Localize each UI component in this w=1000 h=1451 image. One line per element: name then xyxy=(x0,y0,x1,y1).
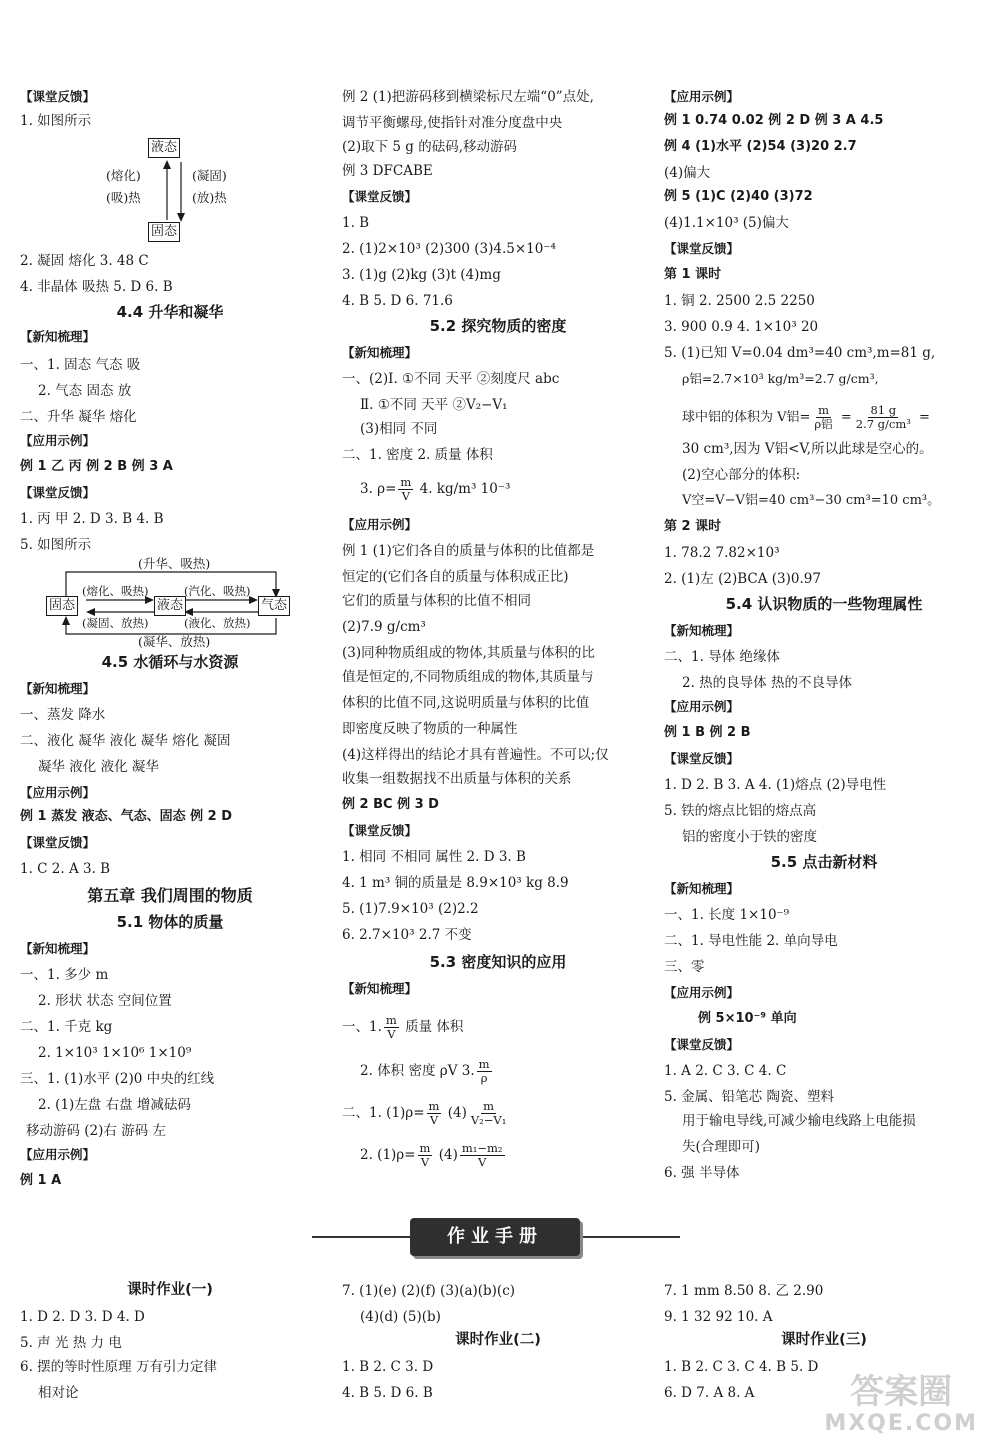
fraction: $\frac{\text{m₁−m₂}}{V}$ xyxy=(461,1141,503,1169)
homework-column-2 xyxy=(342,1270,654,1440)
section-title: 5.4 认识物质的一些物理属性 xyxy=(725,595,923,613)
answer-line: 1. 如图所示 xyxy=(20,113,92,129)
state-change-diagram-2 xyxy=(20,556,320,648)
answer-line: 5. 金属、铅笔芯 陶瓷、塑料 xyxy=(664,1089,834,1105)
answer-line: 移动游码 (2)右 游码 左 xyxy=(26,1123,166,1139)
release-label: (放)热 xyxy=(192,190,227,205)
answer-line: 即密度反映了物质的一种属性 xyxy=(342,721,518,737)
answer-line: 1. A 2. C 3. C 4. C xyxy=(664,1063,787,1079)
answer-line: 4. 非晶体 吸热 5. D 6. B xyxy=(20,279,173,295)
watermark: 答案圈 MXQE.COM xyxy=(824,1372,978,1436)
answer-line: 5. 声 光 热 力 电 xyxy=(20,1335,122,1351)
melt-label: (熔化) xyxy=(106,168,141,183)
answer-line: 值是恒定的,不同物质组成的物体,其质量与 xyxy=(342,669,594,685)
formula-line: 2. 体积 密度 ρV 3. $\frac{m}{\rho}$ xyxy=(360,1057,490,1085)
section-title: 5.2 探究物质的密度 xyxy=(429,317,567,335)
answer-line: 铝的密度小于铁的密度 xyxy=(682,829,817,845)
answer-line: 收集一组数据找不出质量与体积的关系 xyxy=(342,771,572,787)
melt-label: (熔化、吸热) xyxy=(82,584,149,598)
answer-line: (2)7.9 g/cm³ xyxy=(342,619,426,635)
column-1 xyxy=(20,0,320,1200)
answer-line: 例 1 A xyxy=(20,1173,62,1188)
formula-line: 二、1. (1)ρ= $\frac{m}{V}$ (4) $\frac{m}{\text{V₂−V₁}}$ xyxy=(342,1099,507,1127)
answer-line: 1. D 2. B 3. A 4. (1)熔点 (2)导电性 xyxy=(664,777,887,793)
answer-line: 6. 强 半导体 xyxy=(664,1165,740,1181)
column-3 xyxy=(664,0,984,1200)
fraction: $\frac{m}{\text{V₂−V₁}}$ xyxy=(470,1099,507,1127)
lesson-label: 第 1 课时 xyxy=(664,267,722,282)
chapter-title: 第五章 我们周围的物质 xyxy=(87,886,253,905)
section-tag: 【课堂反馈】 xyxy=(342,189,418,204)
freeze-label: (凝固、放热) xyxy=(82,616,149,630)
answer-line: 1. B 2. C 3. C 4. B 5. D xyxy=(664,1359,819,1375)
answer-line: 例 5×10⁻⁹ 单向 xyxy=(698,1011,797,1026)
answer-line: 二、升华 凝华 熔化 xyxy=(20,409,137,425)
answer-line: 2. (1)左盘 右盘 增减砝码 xyxy=(38,1097,191,1113)
section-tag: 【新知梳理】 xyxy=(20,941,96,956)
answer-line: 调节平衡螺母,使指针对准分度盘中央 xyxy=(342,115,563,131)
answer-line: 一、1. 多少 m xyxy=(20,967,109,983)
answer-line: 用于输电导线,可减少输电线路上电能损 xyxy=(682,1113,916,1129)
answer-line: V空=V−V铝=40 cm³−30 cm³=10 cm³。 xyxy=(682,493,941,508)
answer-line: ρ铝=2.7×10³ kg/m³=2.7 g/cm³, xyxy=(682,371,879,386)
answer-line: 4. 1 m³ 铜的质量是 8.9×10³ kg 8.9 xyxy=(342,875,569,891)
fraction: $\frac{81 g}{\text{2.7 g/cm³}}$ xyxy=(855,403,911,431)
answer-line: 5. 如图所示 xyxy=(20,537,92,553)
section-tag: 【课堂反馈】 xyxy=(20,835,96,850)
answer-line: 例 1 B 例 2 B xyxy=(664,725,751,740)
answer-line: 二、1. 密度 2. 质量 体积 xyxy=(342,447,493,463)
answer-line: 例 2 (1)把游码移到横梁标尺左端“0”点处, xyxy=(342,89,594,105)
homework-title: 课时作业(三) xyxy=(781,1332,867,1348)
section-title: 4.5 水循环与水资源 xyxy=(101,653,239,671)
answer-line: 三、1. (1)水平 (2)0 中央的红线 xyxy=(20,1071,215,1087)
answer-line: 它们的质量与体积的比值不相同 xyxy=(342,593,531,609)
gas-box: 气态 xyxy=(258,596,290,616)
homework-title: 课时作业(二) xyxy=(455,1332,541,1348)
solid-box: 固态 xyxy=(46,596,78,616)
fraction: $\frac{m}{\text{ρ铝}}$ xyxy=(814,403,833,431)
answer-line: 例 1 乙 丙 例 2 B 例 3 A xyxy=(20,459,173,474)
section-tag: 【课堂反馈】 xyxy=(20,89,96,104)
answer-line: (2)空心部分的体积: xyxy=(682,467,801,483)
answer-line: 相对论 xyxy=(38,1385,79,1401)
answer-line: 恒定的(它们各自的质量与体积成正比) xyxy=(342,569,569,585)
section-tag: 【应用示例】 xyxy=(20,785,96,800)
answer-line: 6. 2.7×10³ 2.7 不变 xyxy=(342,927,472,943)
answer-line: 2. 气态 固态 放 xyxy=(38,383,132,399)
answer-line: (4)这样得出的结论才具有普遍性。不可以;仅 xyxy=(342,747,609,763)
answer-line: 7. 1 mm 8.50 8. 乙 2.90 xyxy=(664,1283,824,1299)
formula-line: 球中铝的体积为 V铝= $\frac{m}{\text{ρ铝}}$ = $\frac{81 g}{\text{2.7 g/cm³}}$ = xyxy=(682,403,930,431)
lesson-label: 第 2 课时 xyxy=(664,519,722,534)
answer-line: (4)(d) (5)(b) xyxy=(360,1309,441,1325)
section-tag: 【应用示例】 xyxy=(664,89,740,104)
answer-line: (3)相同 不同 xyxy=(360,421,438,437)
answer-line: 三、零 xyxy=(664,959,705,975)
liquid-box: 液态 xyxy=(148,138,180,158)
divider xyxy=(580,1236,680,1238)
answer-line: 30 cm³,因为 V铝<V,所以此球是空心的。 xyxy=(682,441,933,457)
vaporize-label: (汽化、吸热) xyxy=(184,584,251,598)
fraction: $\frac{m}{V}$ xyxy=(385,1013,397,1041)
answer-line: 6. 摆的等时性原理 万有引力定律 xyxy=(20,1359,217,1375)
answer-line: 一、蒸发 降水 xyxy=(20,707,106,723)
answer-line: 二、1. 导电性能 2. 单向导电 xyxy=(664,933,838,949)
answer-line: 二、1. 导体 绝缘体 xyxy=(664,649,780,665)
answer-line: (3)同种物质组成的物体,其质量与体积的比 xyxy=(342,645,595,661)
answer-line: Ⅱ. ①不同 天平 ②V₂−V₁ xyxy=(360,397,508,413)
answer-line: 3. (1)g (2)kg (3)t (4)mg xyxy=(342,267,501,283)
answer-line: 2. 凝固 熔化 3. 48 C xyxy=(20,253,149,269)
answer-line: 凝华 液化 液化 凝华 xyxy=(38,759,159,775)
state-change-diagram-1 xyxy=(20,132,320,246)
section-title: 5.1 物体的质量 xyxy=(116,913,224,931)
formula-line: 3. ρ= $\frac{m}{V}$ 4. kg/m³ 10⁻³ xyxy=(360,475,511,503)
answer-line: 1. B 2. C 3. D xyxy=(342,1359,434,1375)
answer-line: 2. (1)2×10³ (2)300 (3)4.5×10⁻⁴ xyxy=(342,241,556,257)
fraction: $\frac{m}{V}$ xyxy=(400,475,412,503)
section-tag: 【新知梳理】 xyxy=(342,345,418,360)
answer-line: 5. 铁的熔点比铝的熔点高 xyxy=(664,803,817,819)
fraction: $\frac{m}{V}$ xyxy=(428,1099,440,1127)
fraction: $\frac{m}{V}$ xyxy=(419,1141,431,1169)
answer-line: 1. D 2. D 3. D 4. D xyxy=(20,1309,145,1325)
section-title: 4.4 升华和凝华 xyxy=(116,303,224,321)
section-tag: 【课堂反馈】 xyxy=(342,823,418,838)
section-tag: 【应用示例】 xyxy=(20,433,96,448)
answer-line: 2. 形状 状态 空间位置 xyxy=(38,993,172,1009)
answer-line: 例 3 DFCABE xyxy=(342,163,433,179)
answer-line: 失(合理即可) xyxy=(682,1139,761,1155)
answer-line: 一、1. 长度 1×10⁻⁹ xyxy=(664,907,790,923)
fraction: $\frac{m}{\rho}$ xyxy=(478,1057,490,1085)
answer-line: 3. 900 0.9 4. 1×10³ 20 xyxy=(664,319,819,335)
answer-line: 1. 78.2 7.82×10³ xyxy=(664,545,780,561)
answer-line: 二、液化 凝华 液化 凝华 熔化 凝固 xyxy=(20,733,231,749)
answer-line: 6. D 7. A 8. A xyxy=(664,1385,755,1401)
section-tag: 【应用示例】 xyxy=(20,1147,96,1162)
answer-line: 1. 铜 2. 2500 2.5 2250 xyxy=(664,293,815,309)
answer-line: 2. 1×10³ 1×10⁶ 1×10⁹ xyxy=(38,1045,192,1061)
section-tag: 【课堂反馈】 xyxy=(664,751,740,766)
liquefy-label: (液化、放热) xyxy=(184,616,251,630)
answer-line: 例 2 BC 例 3 D xyxy=(342,797,439,812)
section-tag: 【新知梳理】 xyxy=(664,623,740,638)
section-tag: 【新知梳理】 xyxy=(664,881,740,896)
section-tag: 【课堂反馈】 xyxy=(20,485,96,500)
answer-line: 一、1. 固态 气态 吸 xyxy=(20,357,141,373)
section-tag: 【课堂反馈】 xyxy=(664,241,740,256)
answer-line: 4. B 5. D 6. B xyxy=(342,1385,433,1401)
answer-line: 1. 丙 甲 2. D 3. B 4. B xyxy=(20,511,164,527)
answer-line: (4)偏大 xyxy=(664,165,711,181)
answer-line: 9. 1 32 92 10. A xyxy=(664,1309,773,1325)
answer-line: 7. (1)(e) (2)(f) (3)(a)(b)(c) xyxy=(342,1283,516,1299)
section-tag: 【新知梳理】 xyxy=(20,329,96,344)
absorb-label: (吸)热 xyxy=(106,190,141,205)
answer-line: 5. (1)7.9×10³ (2)2.2 xyxy=(342,901,479,917)
homework-title: 课时作业(一) xyxy=(127,1282,213,1298)
arrow-icon xyxy=(160,160,190,222)
column-2 xyxy=(342,0,654,1200)
answer-line: 5. (1)已知 V=0.04 dm³=40 cm³,m=81 g, xyxy=(664,345,936,361)
divider xyxy=(312,1236,410,1238)
freeze-label: (凝固) xyxy=(192,168,227,183)
answer-line: 例 5 (1)C (2)40 (3)72 xyxy=(664,189,813,204)
section-tag: 【应用示例】 xyxy=(342,517,418,532)
answer-line: 例 1 (1)它们各自的质量与体积的比值都是 xyxy=(342,543,595,559)
answer-line: 1. B xyxy=(342,215,370,231)
answer-line: 2. 热的良导体 热的不良导体 xyxy=(682,675,852,691)
homework-column-3 xyxy=(664,1270,984,1440)
sublimation-label: (升华、吸热) xyxy=(138,556,211,571)
answer-line: 二、1. 千克 kg xyxy=(20,1019,113,1035)
section-tag: 【新知梳理】 xyxy=(20,681,96,696)
section-title: 5.5 点击新材料 xyxy=(770,853,878,871)
deposition-label: (凝华、放热) xyxy=(138,634,211,649)
answer-line: (2)取下 5 g 的砝码,移动游码 xyxy=(342,139,518,155)
answer-line: 例 1 0.74 0.02 例 2 D 例 3 A 4.5 xyxy=(664,113,884,128)
answer-line: 1. C 2. A 3. B xyxy=(20,861,111,877)
answer-line: 2. (1)左 (2)BCA (3)0.97 xyxy=(664,571,821,587)
section-tag: 【应用示例】 xyxy=(664,985,740,1000)
section-title: 5.3 密度知识的应用 xyxy=(429,953,567,971)
answer-line: 一、(2)Ⅰ. ①不同 天平 ②刻度尺 abc xyxy=(342,371,560,387)
formula-line: 一、1. $\frac{m}{V}$ 质量 体积 xyxy=(342,1013,464,1041)
banner-title: 作业手册 xyxy=(410,1218,580,1256)
answer-line: 例 1 蒸发 液态、气态、固态 例 2 D xyxy=(20,809,233,824)
section-tag: 【课堂反馈】 xyxy=(664,1037,740,1052)
answer-line: 体积的比值不同,这说明质量与体积的比值 xyxy=(342,695,590,711)
formula-line: 2. (1)ρ= $\frac{m}{V}$ (4) $\frac{\text{m₁−m₂}}{V}$ xyxy=(360,1141,503,1169)
liquid-box: 液态 xyxy=(154,596,186,616)
answer-line: 例 4 (1)水平 (2)54 (3)20 2.7 xyxy=(664,139,857,154)
section-tag: 【应用示例】 xyxy=(664,699,740,714)
answer-line: (4)1.1×10³ (5)偏大 xyxy=(664,215,789,231)
answer-line: 4. B 5. D 6. 71.6 xyxy=(342,293,453,309)
homework-column-1 xyxy=(20,1270,320,1440)
answer-line: 1. 相同 不相同 属性 2. D 3. B xyxy=(342,849,526,865)
section-tag: 【新知梳理】 xyxy=(342,981,418,996)
homework-banner xyxy=(0,1212,1000,1262)
solid-box: 固态 xyxy=(148,222,180,242)
